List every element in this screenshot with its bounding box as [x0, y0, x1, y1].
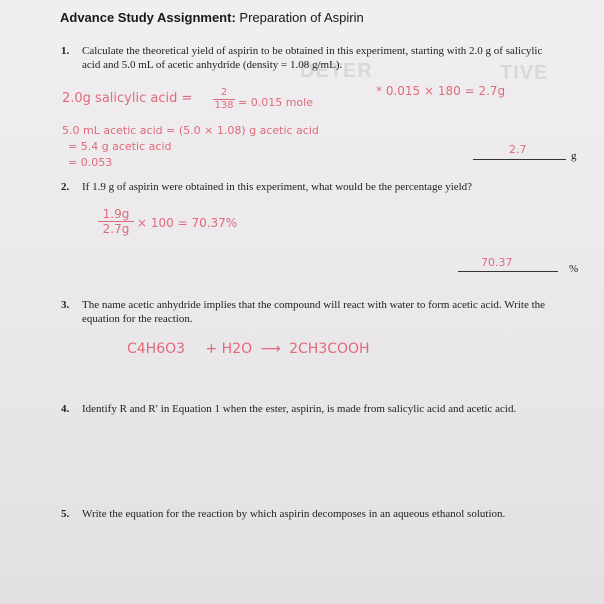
question-5-text: Write the equation for the reaction by which aspirin decomposes in an aqueous ethanol solution. — [82, 508, 506, 520]
question-2-number: 2. — [61, 181, 70, 193]
q1-yield-calc: * 0.015 × 180 = 2.7g — [376, 84, 506, 98]
q1-acetic-moles: = 0.053 — [68, 156, 113, 169]
q3-equation — [127, 341, 370, 357]
q1-answer: 2.7 — [509, 143, 527, 156]
q1-moles-fraction — [213, 88, 235, 111]
q1-moles-result: = 0.015 mole — [238, 96, 313, 109]
question-1-text: Calculate the theoretical yield of aspirin to be obtained in this experiment, starting with 2.0 g of salicylic acid and 5.0 mL of acetic anhydride (density = 1.08 g/mL). — [82, 45, 543, 71]
question-2-text: If 1.9 g of aspirin were obtained in this experiment, what would be the percentage yield? — [82, 181, 473, 193]
q1-acetic-work: 5.0 mL acetic acid = (5.0 × 1.08) g acetic acid — [62, 124, 319, 137]
q3-arrow: ⟶ — [260, 341, 281, 357]
q1-answer-blank — [473, 159, 566, 160]
question-1-number: 1. — [61, 45, 70, 57]
q2-percent-work: × 100 = 70.37% — [137, 216, 238, 230]
q1-salicylic-work: 2.0g salicylic acid = — [62, 91, 193, 106]
title-bold: Advance Study Assignment: — [60, 10, 236, 25]
q1-frac-denominator: 138 — [214, 100, 234, 111]
question-4-number: 4. — [61, 403, 70, 415]
q1-unit: g — [571, 150, 577, 162]
bleed-through-mark: DETER — [300, 60, 373, 82]
q3-plus-water: + H2O — [205, 341, 253, 357]
q3-reactant-formula: C4H6O3 — [127, 341, 186, 357]
bleed-through-mark: TIVE — [500, 62, 549, 84]
title-rest: Preparation of Aspirin — [239, 10, 364, 25]
q2-answer-blank — [458, 271, 558, 272]
q2-frac-denominator: 2.7g — [102, 222, 130, 236]
q2-frac-numerator: 1.9g — [102, 207, 130, 221]
question-3-number: 3. — [61, 299, 70, 311]
q3-product: 2CH3COOH — [289, 341, 370, 357]
question-3-text: The name acetic anhydride implies that the compound will react with water to form acetic acid. Write the equation for the reaction. — [82, 299, 546, 325]
q2-answer: 70.37 — [481, 256, 513, 269]
question-4-text: Identify R and R′ in Equation 1 when the ester, aspirin, is made from salicylic acid and acetic acid. — [82, 403, 517, 415]
page-title — [60, 10, 364, 25]
question-5-number: 5. — [61, 508, 70, 520]
q1-acetic-grams: = 5.4 g acetic acid — [68, 140, 172, 153]
q2-percent-fraction — [98, 208, 134, 235]
q2-unit: % — [569, 263, 579, 275]
q1-frac-numerator: 2 — [220, 87, 228, 98]
